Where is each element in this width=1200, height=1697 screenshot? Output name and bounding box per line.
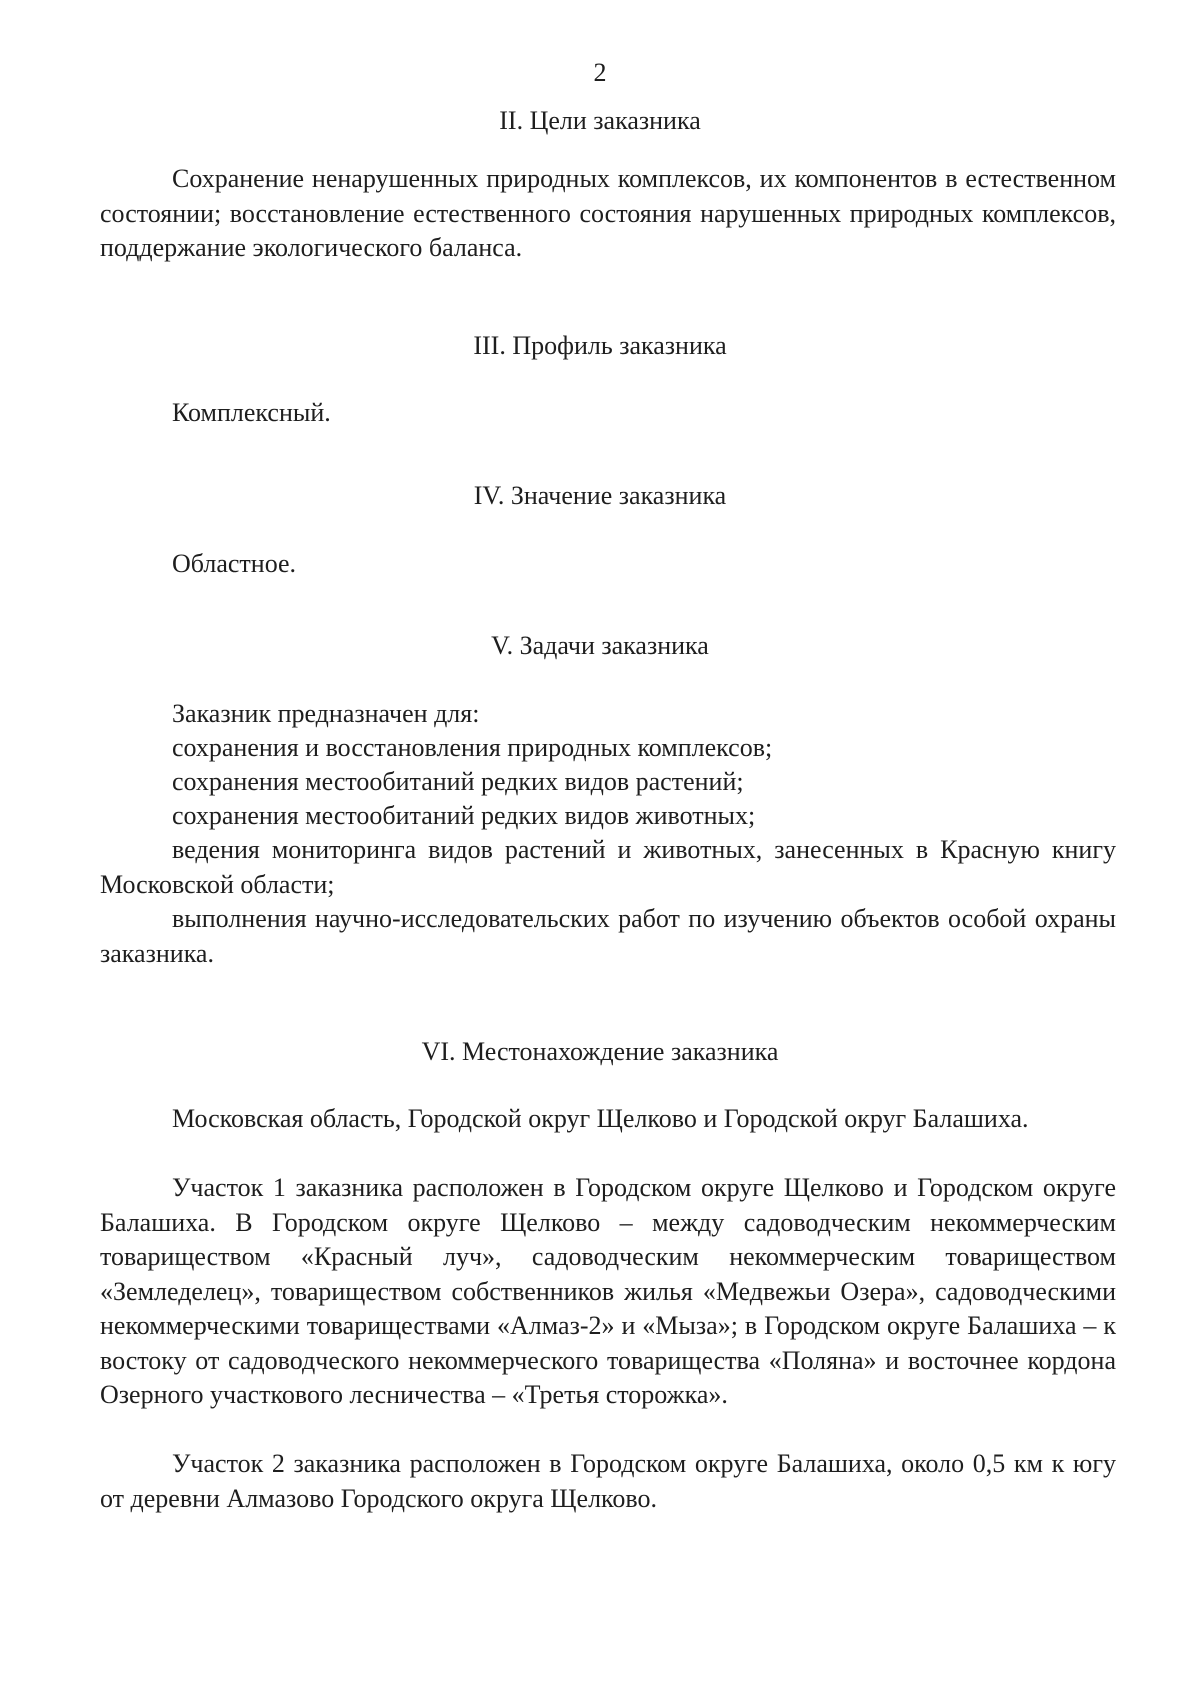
- list-item: сохранения местообитаний редких видов растений;: [172, 767, 744, 796]
- heading-tasks: V. Задачи заказника: [491, 631, 709, 660]
- heading-location: VI. Местонахождение заказника: [421, 1037, 779, 1066]
- list-item: ведения мониторинга видов растений и животных, занесенных в Красную книгу Московской области;: [100, 835, 1116, 899]
- paragraph-site-1: Участок 1 заказника расположен в Городском округе Щелково и Городском округе Балашиха. В Городском округе Щелково – между садоводческим некоммерческим товариществом «Красный луч», садоводческим некоммерческим товариществом «Земледелец», товариществом собственников жилья «Медвежьи Озера», садоводческими некоммерческими товариществами «Алмаз-2» и «Мыза»; в Городском округе Балашиха – к востоку от садоводческого некоммерческого товарищества «Поляна» и восточнее кордона Озерного участкового лесничества – «Третья сторожка».: [100, 1173, 1116, 1409]
- paragraph-goals: Сохранение ненарушенных природных комплексов, их компонентов в естественном состоянии; восстановление естественного состояния нарушенных природных комплексов, поддержание экологического баланса.: [100, 164, 1116, 262]
- paragraph-significance: Областное.: [172, 549, 297, 578]
- list-item: сохранения и восстановления природных комплексов;: [172, 733, 773, 762]
- heading-significance: IV. Значение заказника: [473, 481, 727, 510]
- tasks-intro: Заказник предназначен для:: [172, 699, 480, 728]
- paragraph-location: Московская область, Городской округ Щелково и Городской округ Балашиха.: [172, 1104, 1029, 1133]
- heading-goals: II. Цели заказника: [499, 106, 701, 135]
- list-item: выполнения научно-исследовательских работ по изучению объектов особой охраны заказника.: [100, 904, 1116, 968]
- heading-profile: III. Профиль заказника: [473, 331, 727, 360]
- list-item: сохранения местообитаний редких видов животных;: [172, 801, 756, 830]
- paragraph-site-2: Участок 2 заказника расположен в Городском округе Балашиха, около 0,5 км к югу от деревни Алмазово Городского округа Щелково.: [100, 1449, 1116, 1513]
- page-number: 2: [593, 58, 607, 87]
- paragraph-profile: Комплексный.: [172, 398, 331, 427]
